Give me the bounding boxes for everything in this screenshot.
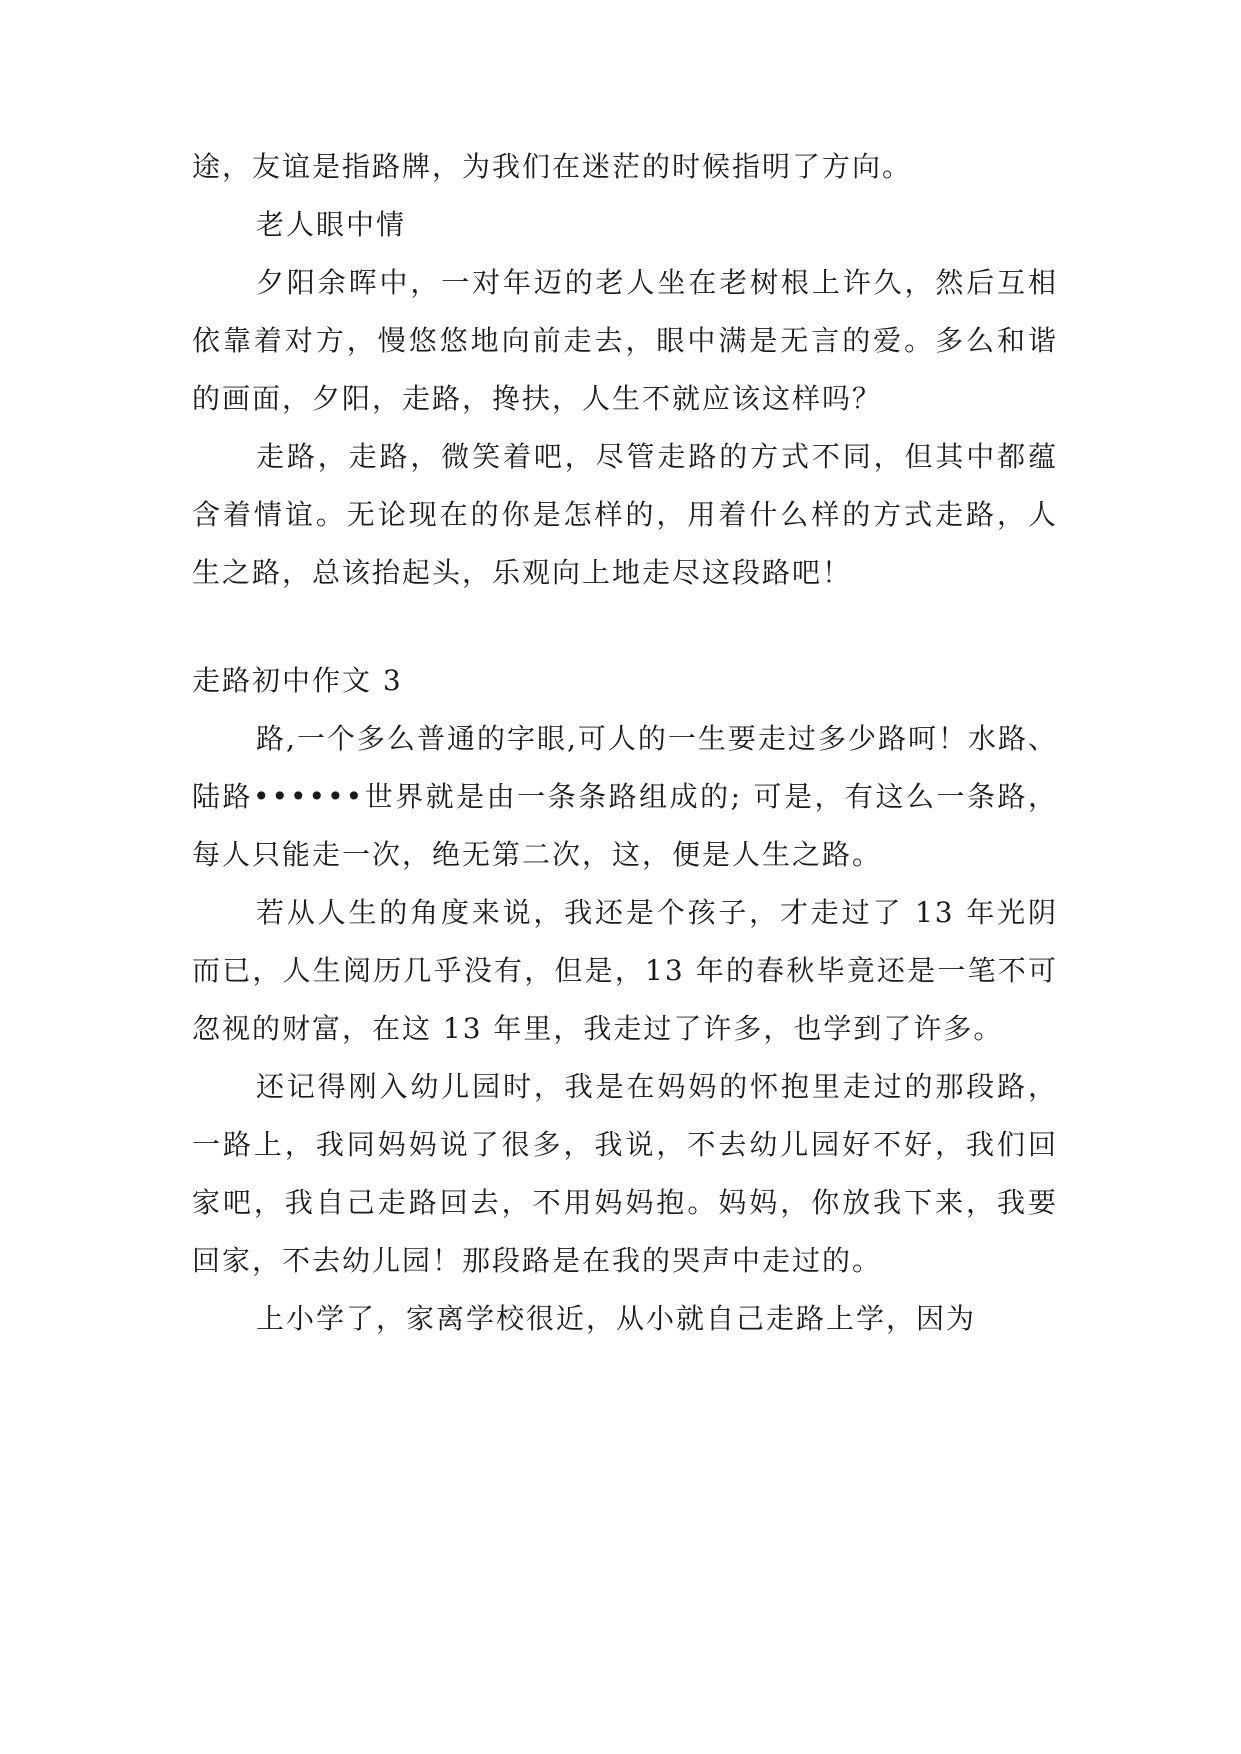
section-title: 走路初中作文 3: [192, 664, 403, 697]
paragraph-walking: 走路，走路，微笑着吧，尽管走路的方式不同，但其中都蕴含着情谊。无论现在的你是怎样的，用着什么样的方式走路，人生之路，总该抬起头，乐观向上地走尽这段路吧！: [192, 440, 1058, 589]
paragraph-life-angle: 若从人生的角度来说，我还是个孩子，才走过了 13 年光阴而已，人生阅历几乎没有，但是，13 年的春秋毕竟还是一笔不可忽视的财富，在这 13 年里，我走过了许多，也学到了许多。: [192, 896, 1058, 1045]
paragraph-continued: 途，友谊是指路牌，为我们在迷茫的时候指明了方向。: [192, 150, 913, 183]
paragraph-sunset: 夕阳余晖中，一对年迈的老人坐在老树根上许久，然后互相依靠着对方，慢悠悠地向前走去，眼中满是无言的爱。多么和谐的画面，夕阳，走路，搀扶，人生不就应该这样吗？: [192, 266, 1058, 415]
subheading-elders: 老人眼中情: [256, 208, 407, 241]
document-body: [192, 138, 1058, 1348]
paragraph-road: 路,一个多么普通的字眼,可人的一生要走过多少路呵！水路、陆路••••••世界就是由一条条路组成的; 可是，有这么一条路，每人只能走一次，绝无第二次，这，便是人生之路。: [192, 722, 1058, 871]
paragraph-primary-school: 上小学了，家离学校很近，从小就自己走路上学，因为: [256, 1302, 977, 1335]
paragraph-kindergarten: 还记得刚入幼儿园时，我是在妈妈的怀抱里走过的那段路，一路上，我同妈妈说了很多，我说，不去幼儿园好不好，我们回家吧，我自己走路回去，不用妈妈抱。妈妈，你放我下来，我要回家，不去幼儿园！那段路是在我的哭声中走过的。: [192, 1070, 1058, 1277]
